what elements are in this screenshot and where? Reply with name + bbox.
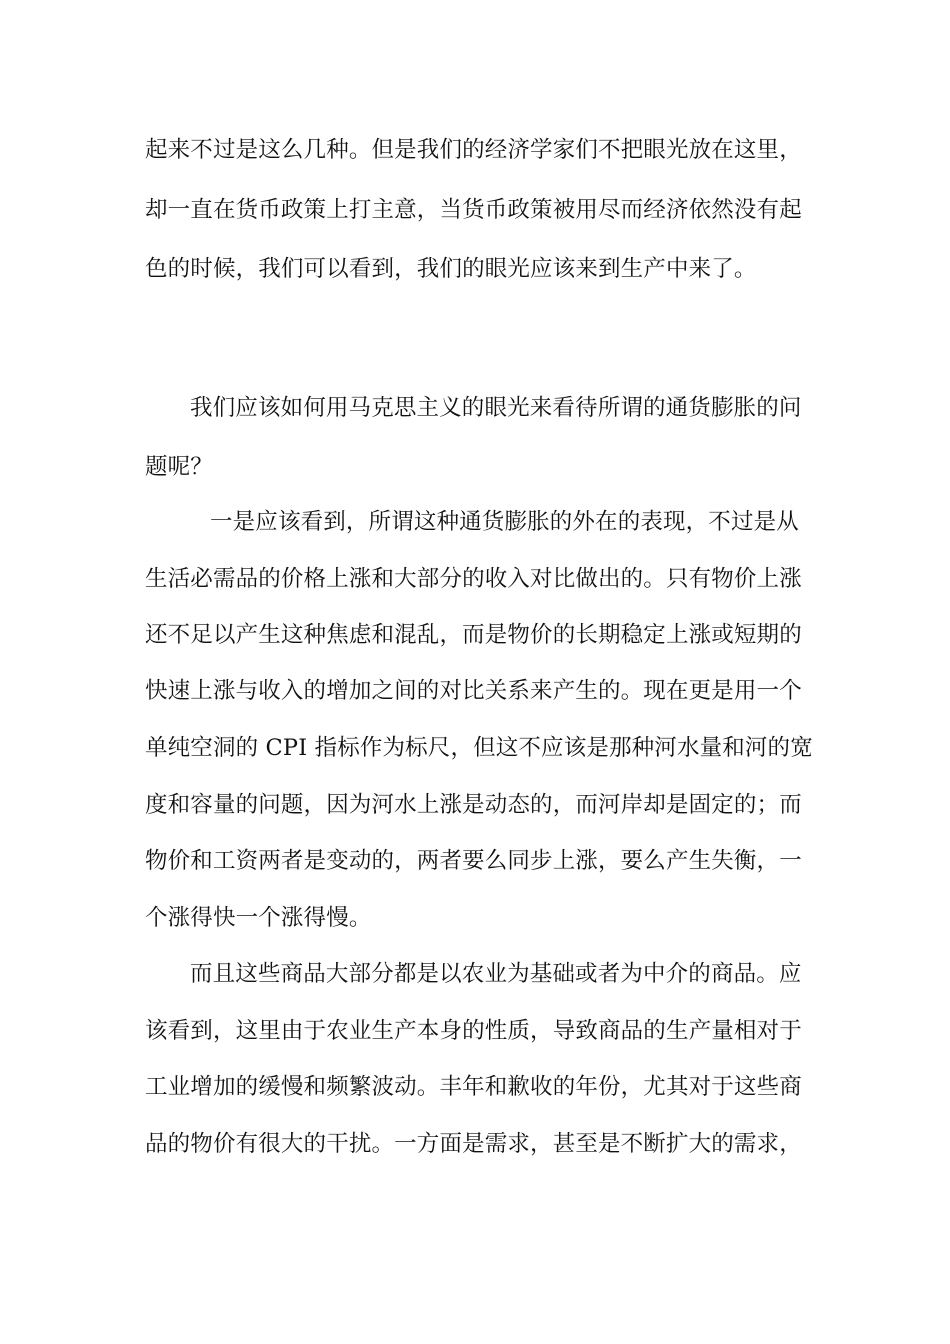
text-line: 工业增加的缓慢和频繁波动。丰年和歉收的年份，尤其对于这些商 xyxy=(145,1074,802,1100)
text-line: 一是应该看到，所谓这种通货膨胀的外在的表现，不过是从 xyxy=(210,509,799,535)
text-line: 快速上涨与收入的增加之间的对比关系来产生的。现在更是用一个 xyxy=(145,678,802,704)
text-line: 物价和工资两者是变动的，两者要么同步上涨，要么产生失衡，一 xyxy=(145,848,802,874)
text-line: 该看到，这里由于农业生产本身的性质，导致商品的生产量相对于 xyxy=(145,1018,802,1044)
text-line: 我们应该如何用马克思主义的眼光来看待所谓的通货膨胀的问 xyxy=(190,395,802,421)
text-line: 个涨得快一个涨得慢。 xyxy=(145,905,372,931)
text-line: 而且这些商品大部分都是以农业为基础或者为中介的商品。应 xyxy=(190,961,802,987)
text-line: 品的物价有很大的干扰。一方面是需求，甚至是不断扩大的需求， xyxy=(145,1131,802,1157)
text-line: 题呢？ xyxy=(145,454,213,480)
text-line: 生活必需品的价格上涨和大部分的收入对比做出的。只有物价上涨 xyxy=(145,566,802,592)
text-line: 色的时候，我们可以看到，我们的眼光应该来到生产中来了。 xyxy=(145,256,757,282)
text-line: 却一直在货币政策上打主意，当货币政策被用尽而经济依然没有起 xyxy=(145,197,802,223)
text-line: 度和容量的问题，因为河水上涨是动态的，而河岸却是固定的；而 xyxy=(145,792,802,818)
text-line: 单纯空洞的 CPI 指标作为标尺，但这不应该是那种河水量和河的宽 xyxy=(145,735,813,761)
text-line: 起来不过是这么几种。但是我们的经济学家们不把眼光放在这里， xyxy=(145,137,802,163)
text-line: 还不足以产生这种焦虑和混乱，而是物价的长期稳定上涨或短期的 xyxy=(145,622,802,648)
